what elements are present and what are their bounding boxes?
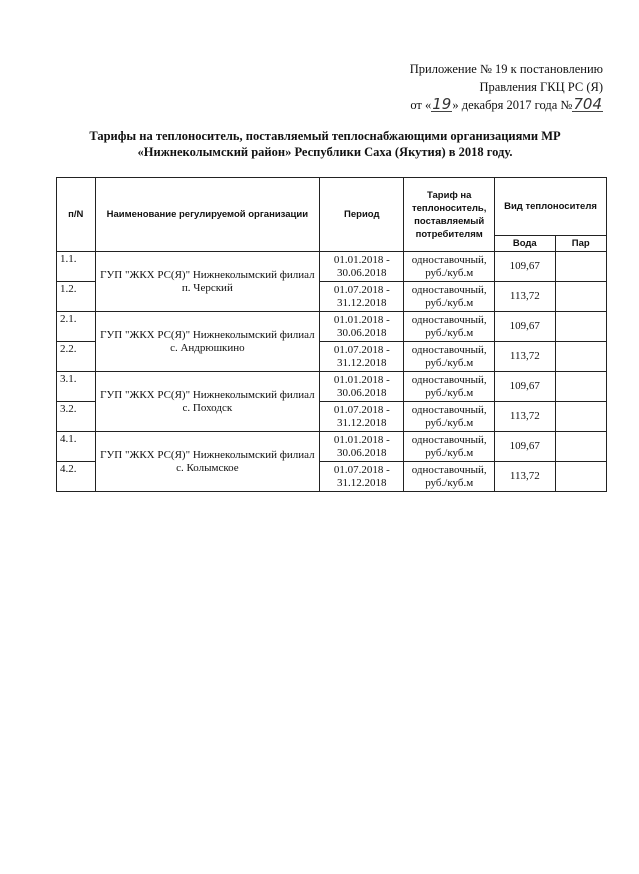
- row-steam: [555, 252, 606, 282]
- table-row: [57, 432, 607, 462]
- row-steam: [555, 402, 606, 432]
- appendix-line-3: [303, 96, 603, 114]
- row-num: 3.1.: [57, 372, 96, 402]
- row-water: 109,67: [495, 312, 555, 342]
- row-period: 01.07.2018 - 31.12.2018: [320, 402, 404, 432]
- row-num: 1.1.: [57, 252, 96, 282]
- row-steam: [555, 462, 606, 492]
- header-num: п/N: [57, 178, 96, 252]
- header-water: Вода: [495, 236, 555, 252]
- header-type: Вид теплоносителя: [495, 178, 607, 236]
- row-steam: [555, 312, 606, 342]
- row-tariff: одноставочный, руб./куб.м: [404, 252, 495, 282]
- row-water: 113,72: [495, 342, 555, 372]
- row-period: 01.01.2018 - 30.06.2018: [320, 312, 404, 342]
- row-water: 113,72: [495, 462, 555, 492]
- tariff-table: [56, 177, 607, 492]
- appendix-header: [303, 60, 603, 114]
- row-num: 2.2.: [57, 342, 96, 372]
- row-tariff: одноставочный, руб./куб.м: [404, 342, 495, 372]
- row-steam: [555, 372, 606, 402]
- handwritten-day: 19: [432, 95, 452, 113]
- row-num: 4.1.: [57, 432, 96, 462]
- header-org: Наименование регулируемой организации: [95, 178, 320, 252]
- title-line-1: Тарифы на теплоноситель, поставляемый теплоснабжающими организациями МР: [89, 129, 561, 143]
- row-period: 01.07.2018 - 31.12.2018: [320, 462, 404, 492]
- org-name: ГУП "ЖКХ РС(Я)" Нижнеколымский филиал с. Андрюшкино: [95, 312, 320, 372]
- row-period: 01.01.2018 - 30.06.2018: [320, 432, 404, 462]
- table-header-row: [57, 178, 607, 236]
- table-row: [57, 372, 607, 402]
- handwritten-number: 704: [573, 95, 602, 113]
- org-name: ГУП "ЖКХ РС(Я)" Нижнеколымский филиал п. Черский: [95, 252, 320, 312]
- row-num: 4.2.: [57, 462, 96, 492]
- row-water: 113,72: [495, 282, 555, 312]
- row-tariff: одноставочный, руб./куб.м: [404, 372, 495, 402]
- title-line-2: «Нижнеколымский район» Республики Саха (Якутия) в 2018 году.: [137, 145, 513, 159]
- row-water: 109,67: [495, 372, 555, 402]
- table-row: [57, 312, 607, 342]
- row-tariff: одноставочный, руб./куб.м: [404, 312, 495, 342]
- row-num: 3.2.: [57, 402, 96, 432]
- table-row: [57, 252, 607, 282]
- header-period: Период: [320, 178, 404, 252]
- row-tariff: одноставочный, руб./куб.м: [404, 402, 495, 432]
- row-num: 2.1.: [57, 312, 96, 342]
- date-prefix: от «: [410, 98, 432, 112]
- row-period: 01.07.2018 - 31.12.2018: [320, 282, 404, 312]
- header-tariff: Тариф на теплоноситель, поставляемый потребителям: [404, 178, 495, 252]
- row-period: 01.07.2018 - 31.12.2018: [320, 342, 404, 372]
- row-steam: [555, 342, 606, 372]
- row-num: 1.2.: [57, 282, 96, 312]
- row-period: 01.01.2018 - 30.06.2018: [320, 252, 404, 282]
- row-steam: [555, 432, 606, 462]
- document-title: [60, 128, 590, 160]
- org-name: ГУП "ЖКХ РС(Я)" Нижнеколымский филиал с. Колымское: [95, 432, 320, 492]
- row-water: 113,72: [495, 402, 555, 432]
- date-middle: » декабря 2017 года №: [452, 98, 573, 112]
- row-water: 109,67: [495, 252, 555, 282]
- row-tariff: одноставочный, руб./куб.м: [404, 282, 495, 312]
- row-steam: [555, 282, 606, 312]
- header-steam: Пар: [555, 236, 606, 252]
- appendix-line-2: Правления ГКЦ РС (Я): [479, 80, 603, 94]
- row-tariff: одноставочный, руб./куб.м: [404, 462, 495, 492]
- row-water: 109,67: [495, 432, 555, 462]
- row-period: 01.01.2018 - 30.06.2018: [320, 372, 404, 402]
- appendix-line-1: Приложение № 19 к постановлению: [409, 62, 603, 76]
- row-tariff: одноставочный, руб./куб.м: [404, 432, 495, 462]
- org-name: ГУП "ЖКХ РС(Я)" Нижнеколымский филиал с. Походск: [95, 372, 320, 432]
